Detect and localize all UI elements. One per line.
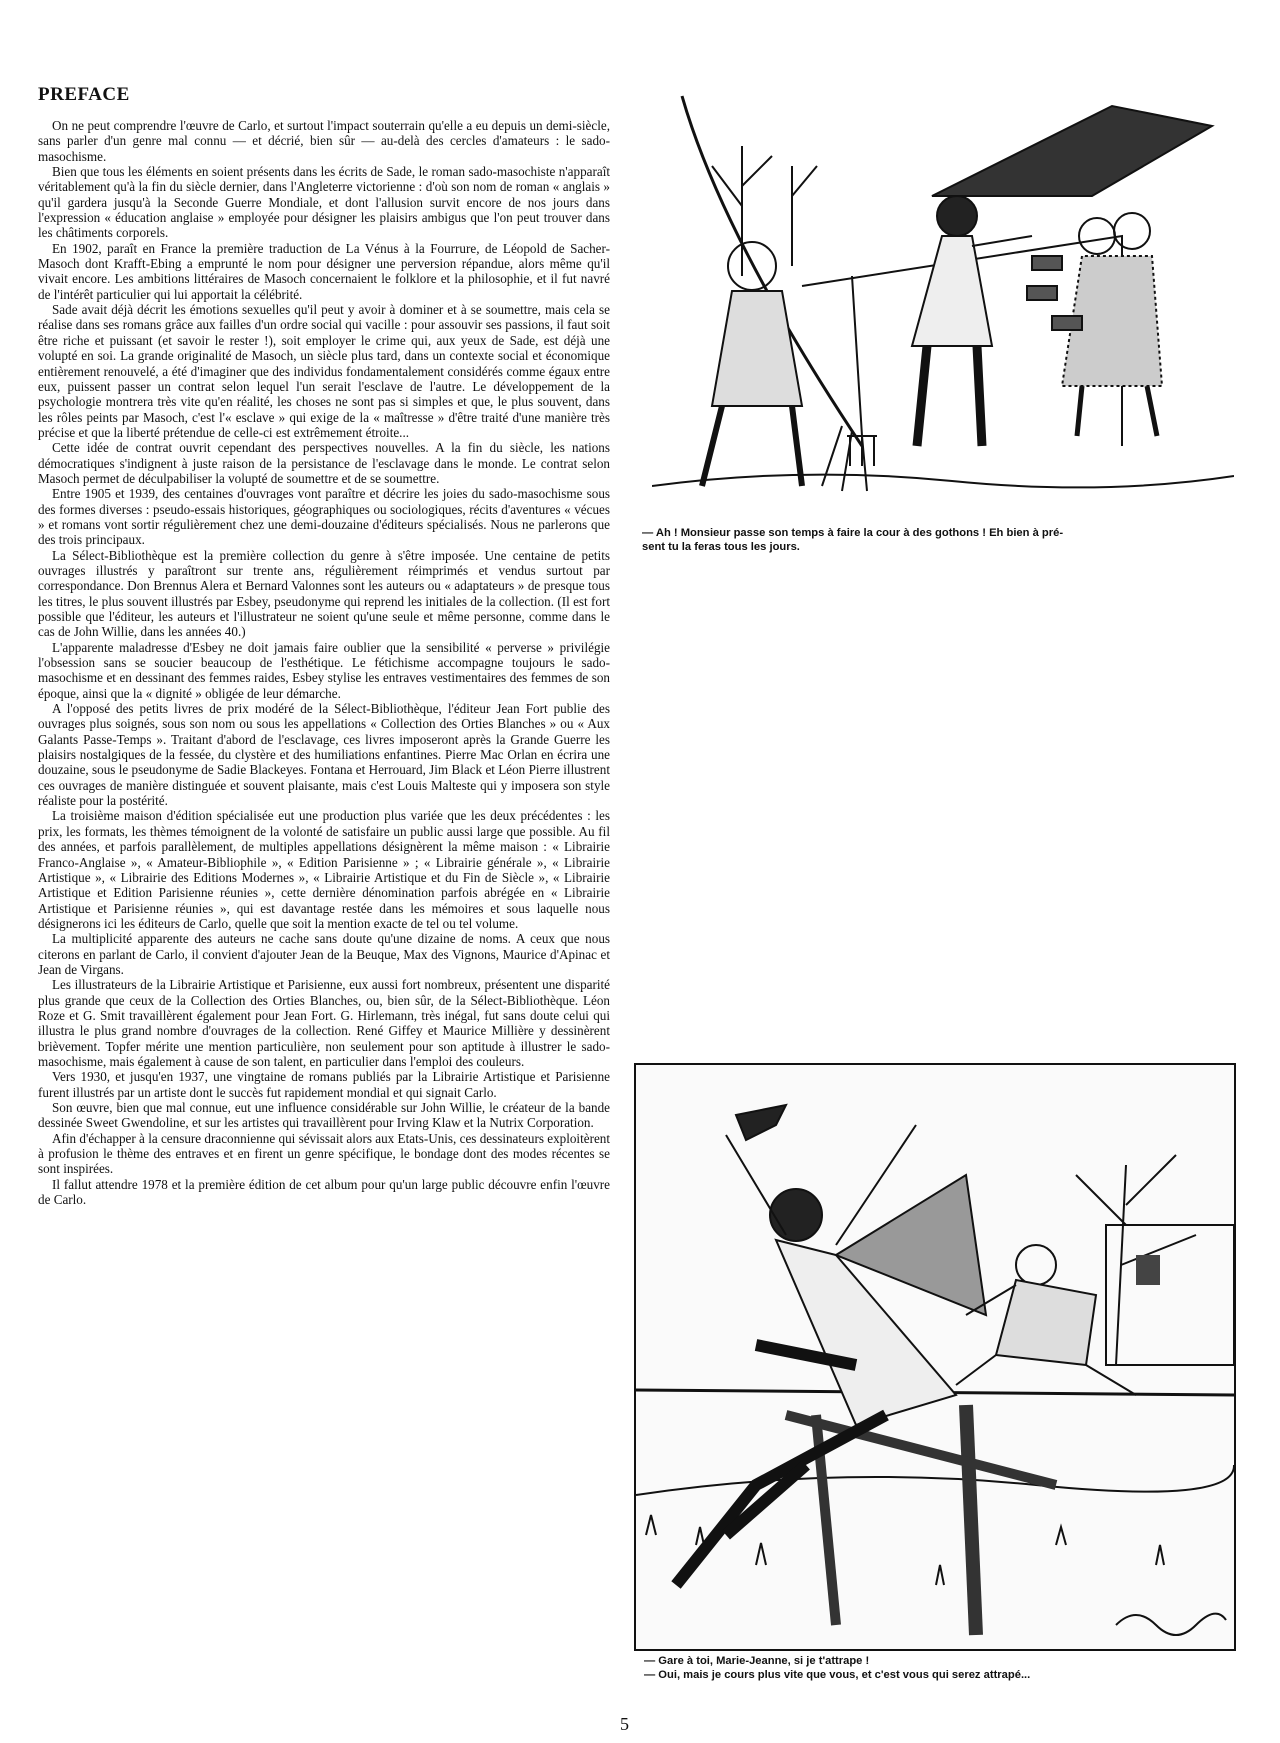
paragraph: Afin d'échapper à la censure draconnienne qui sévissait alors aux Etats-Unis, ces dessinateurs exploitèrent à profusion le thème des entraves et en firent un genre spécifique, le bondage dont des modes récentes se sont inspirées. [38,1130,610,1177]
paragraph: On ne peut comprendre l'œuvre de Carlo, et surtout l'impact souterrain qu'elle a eu depuis un demi-siècle, sans parler d'un genre mal connu — et décrié, bien sûr — au-delà des cercles d'amateurs : le sado-masochisme. [38,118,610,164]
caption-bottom [644,1654,1244,1682]
paragraph: Entre 1905 et 1939, des centaines d'ouvrages vont paraître et décrire les joies du sado-masochisme sous des formes diverses : pseudo-essais historiques, géographiques ou sociologiques, récits d'aventures « vécues » et romans vont sortir régulièrement chez une demi-douzaine d'éditeurs spécialisés. Nous ne parlerons que des trois principaux. [38,486,610,548]
paragraph: Bien que tous les éléments en soient présents dans les écrits de Sade, le roman sado-masochiste n'apparaît véritablement qu'à la fin du siècle dernier, dans l'Angleterre victorienne : d'où son nom de roman « anglais » qu'il gardera jusqu'à la Seconde Guerre Mondiale, et dont l'allusion survit encore de nos jours dans l'expression « éducation anglaise » employée pour désigner les plaisirs ambigus que l'on peut trouver dans les châtiments corporels. [38,164,610,241]
caption-line: — Ah ! Monsieur passe son temps à faire la cour à des gothons ! Eh bien à pré- [642,527,1064,539]
paragraph: Son œuvre, bien que mal connue, eut une influence considérable sur John Willie, le créateur de la bande dessinée Sweet Gwendoline, et sur les artistes qui travaillèrent pour Irving Klaw et la Nutrix Corporation. [38,1100,610,1131]
ink-drawing-sweeping-scene [652,86,1234,516]
page-number: 5 [620,1714,629,1734]
paragraph: En 1902, paraît en France la première traduction de La Vénus à la Fourrure, de Léopold de Sacher-Masoch dont Krafft-Ebing a emprunté le nom pour désigner une perversion répandue, alors même qu'il vivait encore. Les ambitions littéraires de Masoch concernaient le folklore et la philosophie, et il fut navré de l'intérêt particulier qui lui apportait la célébrité. [38,240,610,302]
preface-text [38,118,610,1207]
caption-line: — Oui, mais je cours plus vite que vous, et c'est vous qui serez attrapé... [644,1669,1031,1681]
paragraph: Il fallut attendre 1978 et la première édition de cet album pour qu'un large public découvre enfin l'œuvre de Carlo. [38,1176,610,1208]
illustration-top [652,86,1234,516]
paragraph: Sade avait déjà décrit les émotions sexuelles qu'il peut y avoir à dominer et à se soumettre, mais cela se réalise dans ses romans grâce aux failles d'un ordre social qui vacille : pour assouvir ses passions, il faut soit être riche et puissant (et savoir le rester !), soit employer le crime qui, aux yeux de Sade, est déjà une volupté en soi. La grande originalité de Masoch, un siècle plus tard, dans un contexte social et économique entièrement renouvelé, a été d'imaginer que des individus fondamentalement considérés comme égaux entre eux, puissent passer un contrat selon lequel l'un serait l'esclave de l'autre. Le développement de la psychologie montrera très vite qu'en réalité, les choses ne sont pas si simples et que, le plus souvent, dans les rôles peints par Masoch, c'est l'« esclave » qui exige de la « maîtresse » d'être traité d'une manière très précise et que la liberté prétendue de celle-ci est extrêmement étroite... [38,302,610,440]
paragraph: A l'opposé des petits livres de prix modéré de la Sélect-Bibliothèque, l'éditeur Jean Fort publie des ouvrages plus soignés, sous son nom ou sous les appellations « Collection des Orties Blanches » ou « Aux Galants Passe-Temps ». Traitant d'abord de l'esclavage, ces livres imposeront après la Grande Guerre les plaisirs nostalgiques de la fessée, du clystère et des humiliations enfantines. Pierre Mac Orlan en écrira une douzaine, sous le pseudonyme de Sadie Blackeyes. Fontana et Herrouard, Jim Black et Léon Pierre illustrent ces ouvrages de manière distinguée et souvent plaisante, mais c'est Louis Malteste qui y imposera son style réaliste pour la postérité. [38,701,610,809]
page-title: PREFACE [38,84,130,105]
caption-top [642,526,1242,554]
ink-drawing-chase-scene [636,1065,1234,1649]
paragraph: Vers 1930, et jusqu'en 1937, une vingtaine de romans publiés par la Librairie Artistique et Parisienne furent illustrés par un artiste dont le succès fut rapidement mondial et qui signait Carlo. [38,1069,610,1100]
paragraph: L'apparente maladresse d'Esbey ne doit jamais faire oublier que la sensibilité « perverse » privilégie l'obsession sans se soucier beaucoup de l'esthétique. Le fétichisme accompagne toujours le sado-masochisme et en dessinant des femmes raides, Esbey stylise les entraves vestimentaires des femmes de son époque, ainsi que la « dignité » obligée de leur démarche. [38,639,610,701]
paragraph: Cette idée de contrat ouvrit cependant des perspectives nouvelles. A la fin du siècle, les nations démocratiques s'indignent à juste raison de la persistance de l'esclavage dans le monde. Le contrat selon Masoch permet de déculpabiliser la volupté de soumettre et de se soumettre. [38,440,610,486]
caption-line: — Gare à toi, Marie-Jeanne, si je t'attrape ! [644,1655,870,1667]
caption-line: sent tu la feras tous les jours. [642,541,800,553]
paragraph: La Sélect-Bibliothèque est la première collection du genre à s'être imposée. Une centaine de petits ouvrages illustrés y paraîtront sur trente ans, régulièrement réimprimés et vendus surtout par correspondance. Don Brennus Alera et Bernard Valonnes sont les auteurs ou « adaptateurs » de presque tous les titres, le plus souvent illustrés par Esbey, pseudonyme qui reprend les initiales de la collection. (Il est fort possible que l'éditeur, les auteurs et l'illustrateur ne soient qu'une seule et même personne, comme dans le cas de John Willie, dans les années 40.) [38,547,610,640]
paragraph: Les illustrateurs de la Librairie Artistique et Parisienne, eux aussi fort nombreux, présentent une disparité plus grande que ceux de la Collection des Orties Blanches, ou, bien sûr, de la Sélect-Bibliothèque. Léon Roze et G. Smit travaillèrent également pour Jean Fort. G. Hirlemann, très inégal, fut sans doute celui qui illustra le plus grand nombre d'ouvrages de la collection. René Giffey et Maurice Millière y dessinèrent brièvement. Topfer mérite une mention particulière, non seulement pour son aptitude à illustrer le sado-masochisme, mais également à cause de son talent, en particulier dans l'emploi des couleurs. [38,977,610,1069]
illustration-bottom [634,1063,1236,1651]
paragraph: La troisième maison d'édition spécialisée eut une production plus variée que les deux précédentes : les prix, les formats, les thèmes témoignent de la volonté de satisfaire un public aussi large que possible. Au fil des années, et parfois parallèlement, de multiples appellations désignèrent la même maison : « Librairie Franco-Anglaise », « Amateur-Bibliophile », « Edition Parisienne » ; « Librairie générale », « Librairie Artistique », « Librairie des Editions Modernes », « Librairie Artistique et du Fin de Siècle », « Librairie Artistique et Edition Parisienne réunies », cette dernière dénomination parfois abrégée en « Librairie Artistique et Parisienne réunies », qui est davantage restée dans les mémoires et sous laquelle nous désignerons ici les éditeurs de Carlo, quelle que soit la mention exacte de tel ou tel volume. [38,808,610,931]
paragraph: La multiplicité apparente des auteurs ne cache sans doute qu'une dizaine de noms. A ceux que nous citerons en parlant de Carlo, il convient d'ajouter Jean de la Beuque, Max des Vignons, Maurice d'Apinac et Jean de Virgans. [38,931,610,977]
